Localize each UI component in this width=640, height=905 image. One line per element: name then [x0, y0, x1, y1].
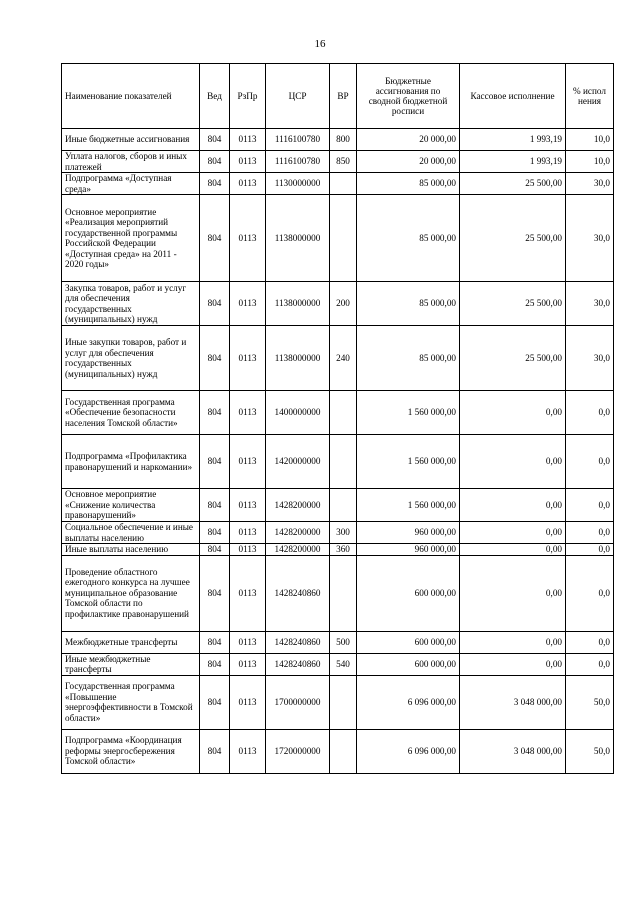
row-vr [330, 729, 357, 773]
row-cash-execution: 3 048 000,00 [460, 675, 566, 729]
row-name: Подпрограмма «Профилактика правонарушений и наркомании» [62, 435, 200, 489]
table-row [62, 195, 614, 282]
row-csr: 1138000000 [266, 326, 330, 391]
row-vr: 800 [330, 129, 357, 151]
row-name: Подпрограмма «Доступная среда» [62, 173, 200, 195]
row-assignments: 85 000,00 [357, 326, 460, 391]
row-cash-execution: 25 500,00 [460, 326, 566, 391]
row-assignments: 1 560 000,00 [357, 435, 460, 489]
row-name: Социальное обеспечение и иные выплаты населению [62, 522, 200, 544]
table-row [62, 544, 614, 556]
row-csr: 1428200000 [266, 489, 330, 522]
row-cash-execution: 25 500,00 [460, 282, 566, 326]
row-name: Иные закупки товаров, работ и услуг для обеспечения государственных (муниципальных) нужд [62, 326, 200, 391]
row-csr: 1428240860 [266, 555, 330, 631]
row-assignments: 600 000,00 [357, 653, 460, 675]
row-rzpr: 0113 [230, 151, 266, 173]
row-percent: 0,0 [566, 435, 614, 489]
row-ved: 804 [200, 129, 230, 151]
row-vr [330, 195, 357, 282]
row-ved: 804 [200, 675, 230, 729]
row-cash-execution: 1 993,19 [460, 151, 566, 173]
row-ved: 804 [200, 555, 230, 631]
table-row [62, 522, 614, 544]
row-csr: 1428240860 [266, 653, 330, 675]
row-percent: 0,0 [566, 555, 614, 631]
row-ved: 804 [200, 544, 230, 556]
row-assignments: 600 000,00 [357, 631, 460, 653]
row-rzpr: 0113 [230, 675, 266, 729]
row-assignments: 960 000,00 [357, 522, 460, 544]
row-ved: 804 [200, 282, 230, 326]
header-vr: ВР [330, 64, 357, 129]
row-csr: 1700000000 [266, 675, 330, 729]
page-number: 16 [314, 38, 326, 50]
row-csr: 1428200000 [266, 522, 330, 544]
table-row [62, 129, 614, 151]
row-rzpr: 0113 [230, 129, 266, 151]
row-rzpr: 0113 [230, 653, 266, 675]
table-row [62, 489, 614, 522]
row-ved: 804 [200, 631, 230, 653]
table-row [62, 391, 614, 435]
table-header-row [62, 64, 614, 129]
row-percent: 0,0 [566, 653, 614, 675]
row-name: Государственная программа «Повышение энергоэффективности в Томской области» [62, 675, 200, 729]
header-rzpr: РзПр [230, 64, 266, 129]
row-rzpr: 0113 [230, 195, 266, 282]
row-percent: 0,0 [566, 489, 614, 522]
row-vr: 500 [330, 631, 357, 653]
row-rzpr: 0113 [230, 489, 266, 522]
row-percent: 10,0 [566, 129, 614, 151]
row-assignments: 85 000,00 [357, 173, 460, 195]
table-row [62, 435, 614, 489]
row-assignments: 20 000,00 [357, 151, 460, 173]
budget-execution-table [61, 63, 614, 774]
row-rzpr: 0113 [230, 391, 266, 435]
table-row [62, 555, 614, 631]
row-assignments: 6 096 000,00 [357, 675, 460, 729]
row-csr: 1428200000 [266, 544, 330, 556]
row-cash-execution: 0,00 [460, 555, 566, 631]
row-vr: 240 [330, 326, 357, 391]
row-rzpr: 0113 [230, 173, 266, 195]
table-row [62, 282, 614, 326]
row-percent: 30,0 [566, 282, 614, 326]
row-csr: 1130000000 [266, 173, 330, 195]
row-cash-execution: 0,00 [460, 435, 566, 489]
row-csr: 1420000000 [266, 435, 330, 489]
row-rzpr: 0113 [230, 631, 266, 653]
table-row [62, 631, 614, 653]
row-percent: 30,0 [566, 173, 614, 195]
row-cash-execution: 0,00 [460, 522, 566, 544]
row-ved: 804 [200, 173, 230, 195]
row-name: Иные межбюджетные трансферты [62, 653, 200, 675]
row-cash-execution: 0,00 [460, 391, 566, 435]
row-assignments: 20 000,00 [357, 129, 460, 151]
row-vr: 540 [330, 653, 357, 675]
table-row [62, 326, 614, 391]
row-vr [330, 173, 357, 195]
table-row [62, 173, 614, 195]
row-percent: 10,0 [566, 151, 614, 173]
row-rzpr: 0113 [230, 326, 266, 391]
row-ved: 804 [200, 522, 230, 544]
row-csr: 1400000000 [266, 391, 330, 435]
header-assignments: Бюджетные ассигнования по сводной бюджетной росписи [357, 64, 460, 129]
row-cash-execution: 25 500,00 [460, 195, 566, 282]
row-percent: 0,0 [566, 544, 614, 556]
row-assignments: 1 560 000,00 [357, 489, 460, 522]
row-vr [330, 489, 357, 522]
row-cash-execution: 1 993,19 [460, 129, 566, 151]
header-ved: Вед [200, 64, 230, 129]
row-vr [330, 555, 357, 631]
row-csr: 1138000000 [266, 195, 330, 282]
row-csr: 1116100780 [266, 129, 330, 151]
row-name: Иные бюджетные ассигнования [62, 129, 200, 151]
row-vr [330, 435, 357, 489]
row-csr: 1138000000 [266, 282, 330, 326]
row-percent: 50,0 [566, 729, 614, 773]
row-name: Подпрограмма «Координация реформы энергосбережения Томской области» [62, 729, 200, 773]
row-cash-execution: 0,00 [460, 653, 566, 675]
row-assignments: 85 000,00 [357, 282, 460, 326]
row-vr: 200 [330, 282, 357, 326]
row-cash-execution: 0,00 [460, 544, 566, 556]
row-cash-execution: 0,00 [460, 631, 566, 653]
row-vr: 360 [330, 544, 357, 556]
table-row [62, 653, 614, 675]
row-assignments: 960 000,00 [357, 544, 460, 556]
row-rzpr: 0113 [230, 435, 266, 489]
row-assignments: 6 096 000,00 [357, 729, 460, 773]
header-cash-execution: Кассовое исполнение [460, 64, 566, 129]
row-name: Иные выплаты населению [62, 544, 200, 556]
row-ved: 804 [200, 729, 230, 773]
row-name: Проведение областного ежегодного конкурса на лучшее муниципальное образование Томской области по профилактике правонарушений [62, 555, 200, 631]
row-rzpr: 0113 [230, 544, 266, 556]
table-row [62, 151, 614, 173]
row-cash-execution: 3 048 000,00 [460, 729, 566, 773]
row-ved: 804 [200, 435, 230, 489]
row-percent: 30,0 [566, 195, 614, 282]
header-percent: % испол нения [566, 64, 614, 129]
header-name: Наименование показателей [62, 64, 200, 129]
row-name: Основное мероприятие «Снижение количества правонарушений» [62, 489, 200, 522]
row-name: Основное мероприятие «Реализация мероприятий государственной программы Российской Федерации «Доступная среда» на 2011 - 2020 годы» [62, 195, 200, 282]
row-name: Государственная программа «Обеспечение безопасности населения Томской области» [62, 391, 200, 435]
row-vr [330, 391, 357, 435]
row-assignments: 600 000,00 [357, 555, 460, 631]
row-ved: 804 [200, 151, 230, 173]
row-name: Закупка товаров, работ и услуг для обеспечения государственных (муниципальных) нужд [62, 282, 200, 326]
row-vr [330, 675, 357, 729]
row-ved: 804 [200, 391, 230, 435]
row-csr: 1720000000 [266, 729, 330, 773]
row-percent: 50,0 [566, 675, 614, 729]
row-ved: 804 [200, 195, 230, 282]
row-assignments: 1 560 000,00 [357, 391, 460, 435]
row-ved: 804 [200, 326, 230, 391]
row-percent: 30,0 [566, 326, 614, 391]
table-row [62, 675, 614, 729]
row-percent: 0,0 [566, 631, 614, 653]
row-rzpr: 0113 [230, 282, 266, 326]
row-cash-execution: 0,00 [460, 489, 566, 522]
row-name: Межбюджетные трансферты [62, 631, 200, 653]
header-csr: ЦСР [266, 64, 330, 129]
row-percent: 0,0 [566, 522, 614, 544]
row-ved: 804 [200, 653, 230, 675]
row-rzpr: 0113 [230, 729, 266, 773]
row-rzpr: 0113 [230, 522, 266, 544]
row-ved: 804 [200, 489, 230, 522]
row-cash-execution: 25 500,00 [460, 173, 566, 195]
table-row [62, 729, 614, 773]
row-csr: 1116100780 [266, 151, 330, 173]
row-vr: 300 [330, 522, 357, 544]
row-name: Уплата налогов, сборов и иных платежей [62, 151, 200, 173]
row-percent: 0,0 [566, 391, 614, 435]
row-csr: 1428240860 [266, 631, 330, 653]
row-rzpr: 0113 [230, 555, 266, 631]
row-vr: 850 [330, 151, 357, 173]
row-assignments: 85 000,00 [357, 195, 460, 282]
